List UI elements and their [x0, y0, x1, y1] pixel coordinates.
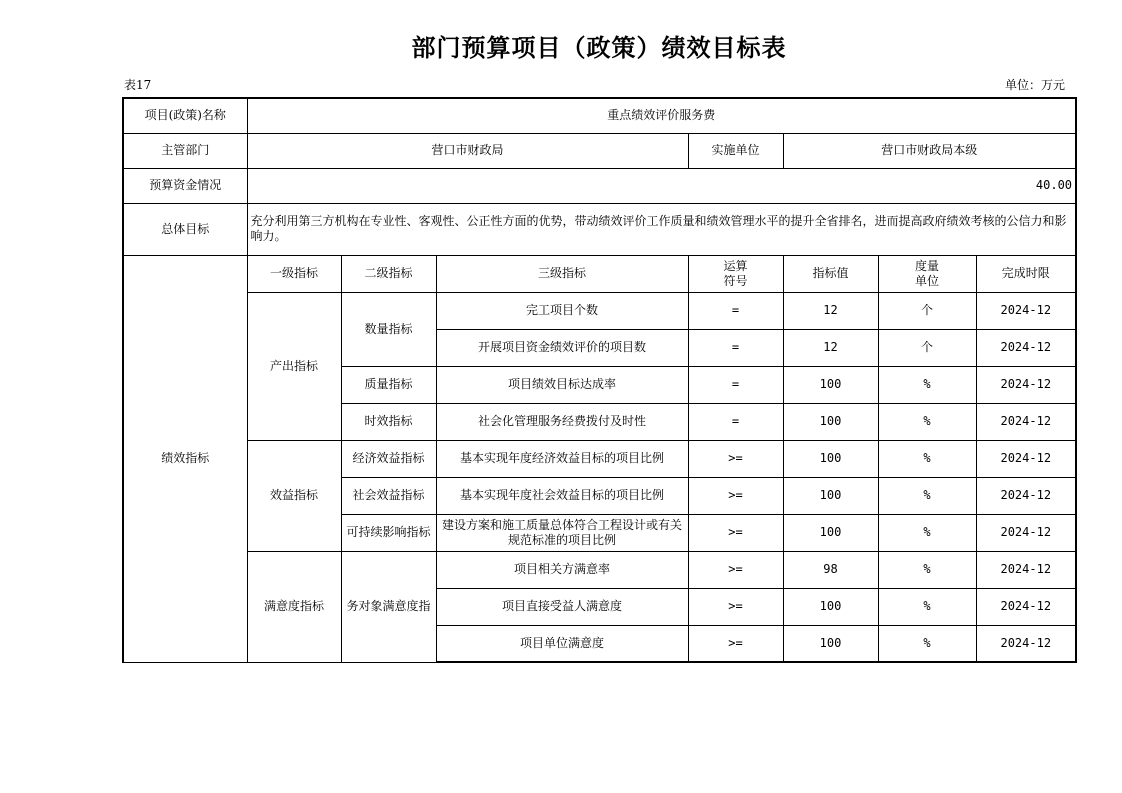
- level2-indicator: 数量指标: [341, 292, 436, 366]
- header-unit-line2: 单位: [914, 273, 939, 288]
- target-value-cell: 100: [783, 588, 878, 625]
- indicator-row: [123, 551, 1076, 588]
- target-value-cell: 100: [783, 440, 878, 477]
- level3-indicator: 项目相关方满意率: [436, 551, 688, 588]
- target-value-cell: 100: [783, 366, 878, 403]
- header-level3: 三级指标: [436, 255, 688, 292]
- target-value-cell: 100: [783, 625, 878, 662]
- table-number: 表17: [124, 78, 152, 92]
- project-name-row: [123, 98, 1076, 133]
- performance-target-table: [122, 97, 1077, 663]
- department-value: 营口市财政局: [247, 133, 688, 168]
- header-unit-line1: 度量: [914, 258, 939, 273]
- deadline-cell: 2024-12: [976, 403, 1076, 440]
- project-name-value: 重点绩效评价服务费: [247, 98, 1076, 133]
- measure-unit-cell: 个: [878, 329, 976, 366]
- target-value-cell: 100: [783, 514, 878, 551]
- overall-goal-text: 充分利用第三方机构在专业性、客观性、公正性方面的优势，带动绩效评价工作质量和绩效管理水平的提升全省排名，进而提高政府绩效考核的公信力和影响力。: [247, 203, 1076, 255]
- department-label: 主管部门: [123, 133, 247, 168]
- target-value-cell: 100: [783, 477, 878, 514]
- deadline-cell: 2024-12: [976, 477, 1076, 514]
- indicator-row: [123, 440, 1076, 477]
- target-value-cell: 12: [783, 292, 878, 329]
- level3-indicator: 项目直接受益人满意度: [436, 588, 688, 625]
- header-operator-line2: 符号: [723, 273, 748, 288]
- level2-indicator: 时效指标: [341, 403, 436, 440]
- operator-cell: >=: [688, 440, 783, 477]
- department-row: [123, 133, 1076, 168]
- overall-goal-row: [123, 203, 1076, 255]
- level2-indicator: 质量指标: [341, 366, 436, 403]
- level2-indicator: 经济效益指标: [341, 440, 436, 477]
- implementing-unit-label: 实施单位: [688, 133, 783, 168]
- page-title: 部门预算项目（政策）绩效目标表: [411, 34, 787, 62]
- header-value: 指标值: [783, 255, 878, 292]
- deadline-cell: 2024-12: [976, 514, 1076, 551]
- level3-indicator: 基本实现年度社会效益目标的项目比例: [436, 477, 688, 514]
- project-name-label: 项目(政策)名称: [123, 98, 247, 133]
- level3-indicator: 项目单位满意度: [436, 625, 688, 662]
- level1-indicator: 产出指标: [247, 292, 341, 440]
- operator-cell: =: [688, 403, 783, 440]
- header-operator: [688, 255, 783, 292]
- measure-unit-cell: %: [878, 588, 976, 625]
- operator-cell: >=: [688, 588, 783, 625]
- deadline-cell: 2024-12: [976, 292, 1076, 329]
- measure-unit-cell: %: [878, 514, 976, 551]
- header-unit: [878, 255, 976, 292]
- deadline-cell: 2024-12: [976, 588, 1076, 625]
- implementing-unit-value: 营口市财政局本级: [783, 133, 1076, 168]
- level3-indicator: 开展项目资金绩效评价的项目数: [436, 329, 688, 366]
- level3-indicator: 项目绩效目标达成率: [436, 366, 688, 403]
- operator-cell: >=: [688, 514, 783, 551]
- budget-row: [123, 168, 1076, 203]
- level3-indicator: 建设方案和施工质量总体符合工程设计或有关规范标准的项目比例: [436, 514, 688, 551]
- level2-indicator: 可持续影响指标: [341, 514, 436, 551]
- header-level2: 二级指标: [341, 255, 436, 292]
- target-value-cell: 100: [783, 403, 878, 440]
- level3-indicator: 完工项目个数: [436, 292, 688, 329]
- operator-cell: =: [688, 366, 783, 403]
- deadline-cell: 2024-12: [976, 329, 1076, 366]
- measure-unit-cell: %: [878, 366, 976, 403]
- budget-label: 预算资金情况: [123, 168, 247, 203]
- operator-cell: >=: [688, 625, 783, 662]
- deadline-cell: 2024-12: [976, 625, 1076, 662]
- level3-indicator: 社会化管理服务经费拨付及时性: [436, 403, 688, 440]
- header-level1: 一级指标: [247, 255, 341, 292]
- deadline-cell: 2024-12: [976, 366, 1076, 403]
- target-value-cell: 98: [783, 551, 878, 588]
- indicator-header-row: [123, 255, 1076, 292]
- indicator-row: [123, 292, 1076, 329]
- measure-unit-cell: %: [878, 440, 976, 477]
- operator-cell: >=: [688, 551, 783, 588]
- performance-indicators-label: 绩效指标: [123, 255, 247, 662]
- measure-unit-cell: %: [878, 551, 976, 588]
- header-deadline: 完成时限: [976, 255, 1076, 292]
- target-value-cell: 12: [783, 329, 878, 366]
- level2-indicator: 务对象满意度指: [341, 551, 436, 662]
- level3-indicator: 基本实现年度经济效益目标的项目比例: [436, 440, 688, 477]
- overall-goal-label: 总体目标: [123, 203, 247, 255]
- measure-unit-cell: %: [878, 403, 976, 440]
- unit-label: 单位：万元: [1005, 78, 1066, 92]
- level2-indicator: 社会效益指标: [341, 477, 436, 514]
- operator-cell: >=: [688, 477, 783, 514]
- measure-unit-cell: %: [878, 477, 976, 514]
- operator-cell: =: [688, 292, 783, 329]
- header-operator-line1: 运算: [723, 258, 748, 273]
- operator-cell: =: [688, 329, 783, 366]
- deadline-cell: 2024-12: [976, 551, 1076, 588]
- level1-indicator: 效益指标: [247, 440, 341, 551]
- measure-unit-cell: 个: [878, 292, 976, 329]
- level1-indicator: 满意度指标: [247, 551, 341, 662]
- deadline-cell: 2024-12: [976, 440, 1076, 477]
- measure-unit-cell: %: [878, 625, 976, 662]
- budget-value: 40.00: [247, 168, 1076, 203]
